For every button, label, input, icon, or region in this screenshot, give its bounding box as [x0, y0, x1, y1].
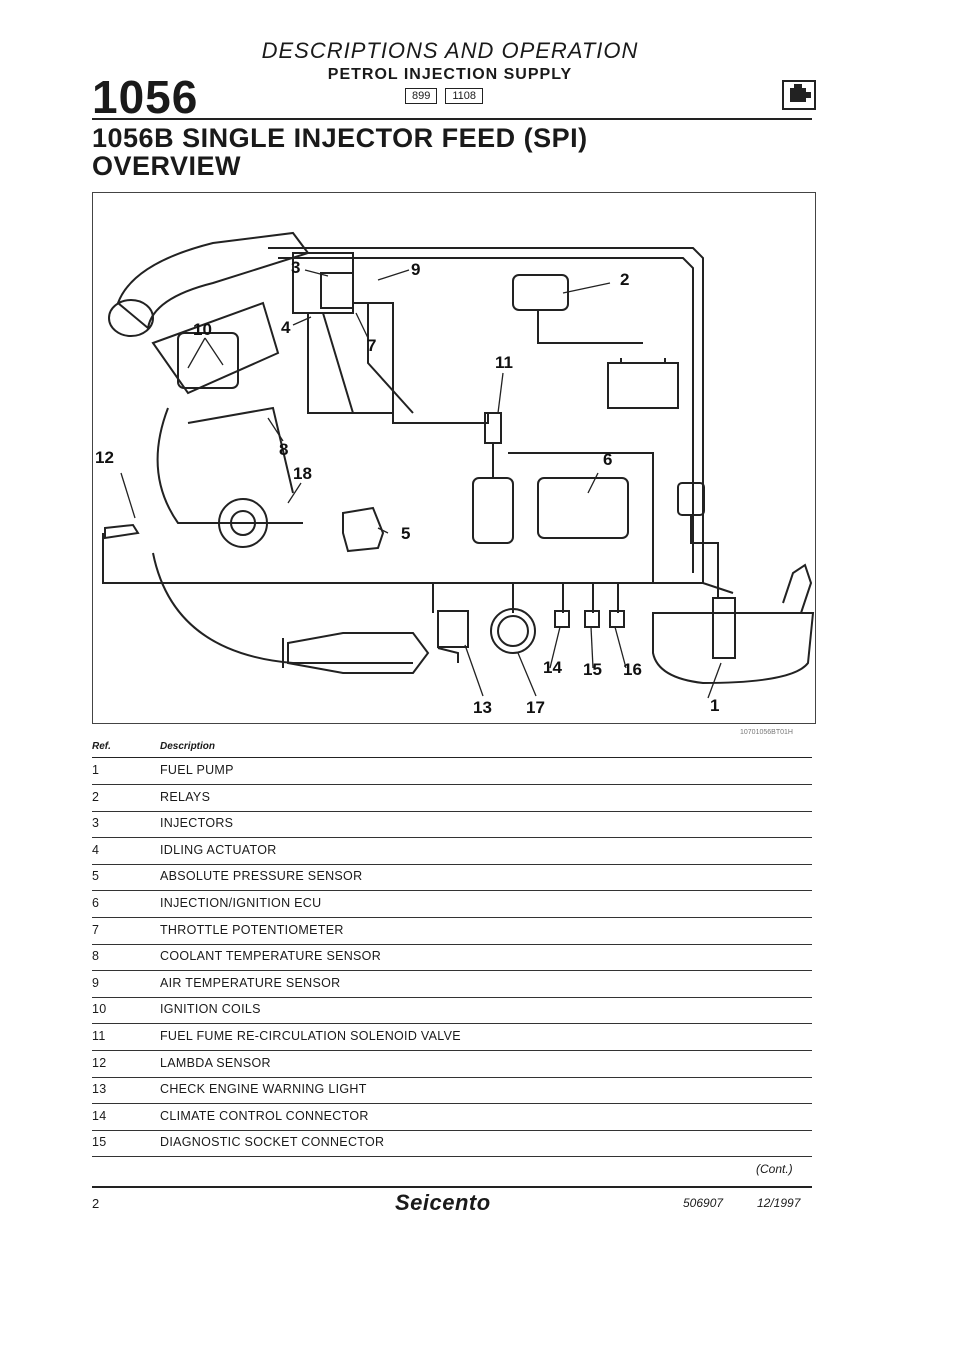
model-badges	[405, 88, 483, 104]
callout-15: 15	[583, 660, 602, 679]
footer-rule	[92, 1186, 812, 1188]
row-description: IGNITION COILS	[160, 1002, 261, 1017]
callout-13: 13	[473, 698, 492, 717]
callout-14: 14	[543, 658, 562, 677]
table-row	[92, 758, 812, 785]
figure-code: 10701056BT01H	[740, 729, 793, 736]
table-row	[92, 838, 812, 865]
row-description: FUEL FUME RE-CIRCULATION SOLENOID VALVE	[160, 1029, 461, 1043]
row-ref: 8	[92, 949, 100, 964]
callout-2: 2	[620, 270, 630, 289]
brand-logo: Seicento	[395, 1190, 491, 1215]
page-number: 2	[92, 1196, 100, 1211]
row-ref: 6	[92, 896, 100, 910]
row-ref: 3	[92, 816, 100, 831]
callout-3: 3	[291, 258, 301, 277]
header-title: DESCRIPTIONS AND OPERATION	[261, 38, 639, 63]
row-ref: 1	[92, 763, 100, 777]
publication-date: 12/1997	[757, 1196, 801, 1210]
table-row	[92, 1104, 812, 1131]
callout-5: 5	[401, 524, 411, 543]
row-ref: 14	[92, 1108, 107, 1123]
page-title-line: OVERVIEW	[92, 151, 242, 181]
table-header-description: Description	[160, 741, 216, 752]
model-badge: 899	[405, 88, 437, 104]
table-row	[92, 864, 812, 891]
row-ref: 7	[92, 922, 100, 937]
callout-7: 7	[367, 336, 377, 355]
table-header-ref: Ref.	[92, 741, 111, 752]
row-ref: 9	[92, 975, 100, 990]
row-description: CHECK ENGINE WARNING LIGHT	[160, 1082, 367, 1097]
table-row	[92, 891, 812, 918]
row-ref: 2	[92, 789, 100, 804]
header-subtitle: PETROL INJECTION SUPPLY	[327, 66, 573, 83]
row-description: IDLING ACTUATOR	[160, 842, 277, 857]
table-row	[92, 997, 812, 1024]
row-description: THROTTLE POTENTIOMETER	[160, 922, 344, 937]
page-title	[92, 124, 588, 180]
row-description: INJECTORS	[160, 816, 234, 831]
document-number: 506907	[683, 1196, 724, 1210]
row-ref: 5	[92, 869, 100, 884]
callout-16: 16	[623, 660, 642, 679]
header-rule	[92, 118, 812, 120]
row-description: CLIMATE CONTROL CONNECTOR	[160, 1108, 369, 1123]
row-description: LAMBDA SENSOR	[160, 1055, 271, 1070]
row-description: INJECTION/IGNITION ECU	[160, 896, 322, 910]
row-ref: 11	[92, 1029, 106, 1043]
row-description: COOLANT TEMPERATURE SENSOR	[160, 949, 382, 964]
section-number: 1056	[92, 71, 199, 123]
table-row	[92, 1130, 812, 1157]
callout-layer	[93, 193, 815, 723]
continued-label: (Cont.)	[756, 1162, 793, 1176]
system-diagram	[92, 192, 816, 724]
callout-6: 6	[603, 450, 613, 469]
row-ref: 4	[92, 842, 100, 857]
row-ref: 10	[92, 1002, 107, 1017]
table-row	[92, 971, 812, 998]
table-row	[92, 785, 812, 812]
row-description: FUEL PUMP	[160, 763, 234, 777]
callout-9: 9	[411, 260, 421, 279]
engine-icon	[782, 80, 816, 110]
row-ref: 15	[92, 1135, 107, 1150]
row-description: DIAGNOSTIC SOCKET CONNECTOR	[160, 1135, 385, 1150]
callout-4: 4	[281, 318, 291, 337]
row-description: AIR TEMPERATURE SENSOR	[160, 975, 341, 990]
callout-10: 10	[193, 320, 212, 339]
table-row	[92, 1051, 812, 1078]
table-row	[92, 1077, 812, 1104]
model-badge: 1108	[445, 88, 483, 104]
table-row	[92, 1024, 812, 1051]
row-ref: 12	[92, 1055, 107, 1070]
callout-11: 11	[495, 353, 513, 372]
callout-18: 18	[293, 464, 312, 483]
table-row	[92, 944, 812, 971]
row-ref: 13	[92, 1082, 107, 1097]
row-description: ABSOLUTE PRESSURE SENSOR	[160, 869, 363, 884]
table-row	[92, 811, 812, 838]
callout-1: 1	[710, 696, 720, 715]
page-title-line: 1056B SINGLE INJECTOR FEED (SPI)	[92, 123, 588, 153]
row-description: RELAYS	[160, 789, 211, 804]
table-row	[92, 918, 812, 945]
callout-12: 12	[95, 448, 114, 467]
callout-8: 8	[279, 440, 289, 459]
callout-17: 17	[526, 698, 545, 717]
